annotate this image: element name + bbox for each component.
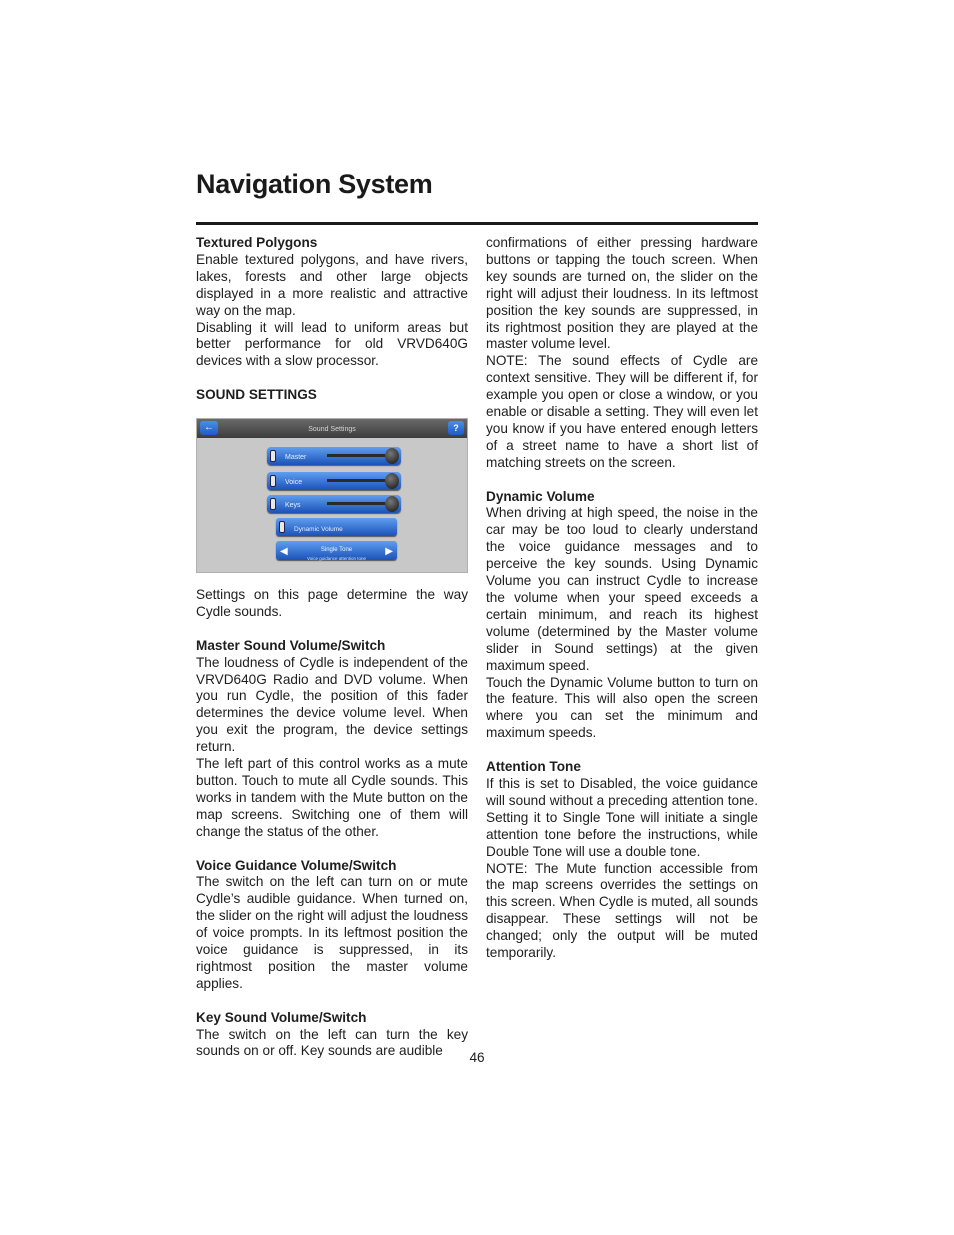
voice-guidance-paragraph: The switch on the left can turn on or mute Cydle’s audible guidance. When turned on, the slider on the right will adjust the loudness of voice prompts. In its leftmost position the voice guidance is suppressed, in its rightmost position the master volume applies. xyxy=(196,874,468,991)
triangle-left-icon: ◀ xyxy=(280,546,288,558)
keys-toggle-icon xyxy=(270,498,276,510)
voice-track xyxy=(327,479,385,482)
master-volume-paragraph-2: The left part of this control works as a mute button. Touch to mute all Cydle sounds. This works in tandem with the Mute button on the map screens. Switching one of them will change the status of the other. xyxy=(196,756,468,839)
key-sound-continued-paragraph: confirmations of either pressing hardware buttons or tapping the touch screen. When key sounds are turned on, the slider on the right will adjust their loudness. In its leftmost position the key sounds are suppressed, in its rightmost position they are played at the master volume level. xyxy=(486,235,758,352)
help-icon: ? xyxy=(448,421,464,435)
keys-slider xyxy=(267,495,401,513)
voice-toggle-icon xyxy=(270,475,276,487)
screenshot-title: Sound Settings xyxy=(308,426,356,434)
sound-settings-screenshot xyxy=(196,418,468,573)
dynamic-volume-paragraph-1: When driving at high speed, the noise in the car may be too loud to clearly understand the voice guidance messages and to perceive the key sounds. Using Dynamic Volume you can instruct Cydle to increase the volume when your speed exceeds a certain minimum, and reach its highest volume (determined by the Master volume slider in Sound settings) at the given maximum speed. xyxy=(486,505,758,673)
sound-effects-note: NOTE: The sound effects of Cydle are context sensitive. They will be different if, for example you open or close a window, or you enable or disable a setting. They will even let you know if you have entered enough letters of a street name to have a short list of matching streets on the screen. xyxy=(486,353,758,470)
dynamic-volume-button xyxy=(276,518,397,536)
textured-polygons-paragraph-1: Enable textured polygons, and have rivers, lakes, forests and other large objects displayed in a more realistic and attractive way on the map. xyxy=(196,251,468,318)
tone-caption: Voice guidance attention tone xyxy=(306,556,367,562)
screenshot-title-bar xyxy=(197,419,467,438)
triangle-right-icon: ▶ xyxy=(385,546,393,558)
key-sound-paragraph: The switch on the left can turn the key sounds on or off. Key sounds are audible xyxy=(196,1026,468,1059)
master-knob-icon xyxy=(385,448,399,464)
dynamic-volume-paragraph-2: Touch the Dynamic Volume button to turn on the feature. This will also open the screen where you can set the minimum and maximum speeds. xyxy=(486,674,758,741)
left-column xyxy=(196,235,468,1060)
master-track xyxy=(327,454,385,457)
settings-paragraph: Settings on this page determine the way Cydle sounds. xyxy=(196,587,468,619)
master-slider xyxy=(267,447,401,465)
voice-label: Voice xyxy=(285,479,303,487)
voice-slider xyxy=(267,472,401,490)
textured-polygons-heading: Textured Polygons xyxy=(196,235,318,250)
page-number: 46 xyxy=(469,1050,485,1065)
master-volume-heading: Master Sound Volume/Switch xyxy=(196,637,386,653)
page-title: Navigation System xyxy=(196,169,433,199)
arrow-left-icon: ← xyxy=(200,421,218,435)
key-sound-heading: Key Sound Volume/Switch xyxy=(196,1009,367,1025)
master-volume-paragraph-1: The loudness of Cydle is independent of the VRVD640G Radio and DVD volume. When you run Cydle, the position of this fader determines the device volume level. When you exit the program, the device settings return. xyxy=(196,654,468,755)
textured-polygons-paragraph-2: Disabling it will lead to uniform areas but better performance for old VRVD640G devices with a slow processor. xyxy=(196,319,468,369)
keys-track xyxy=(327,502,385,505)
attention-tone-heading: Attention Tone xyxy=(486,759,581,775)
dynamic-volume-label: Dynamic Volume xyxy=(294,526,343,534)
keys-knob-icon xyxy=(385,496,399,512)
dynamic-volume-heading: Dynamic Volume xyxy=(486,488,595,504)
tone-value: Single Tone xyxy=(320,547,353,554)
attention-tone-selector xyxy=(276,541,397,560)
master-label: Master xyxy=(285,454,307,462)
keys-label: Keys xyxy=(285,502,301,510)
title-rule xyxy=(196,222,758,225)
master-toggle-icon xyxy=(270,450,276,462)
right-column xyxy=(486,235,758,962)
attention-tone-paragraph: If this is set to Disabled, the voice guidance will sound without a preceding attention tone. Setting it to Single Tone will initiate a single attention tone before the instructions, while Double Tone will use a double tone. xyxy=(486,775,758,859)
sound-settings-heading: SOUND SETTINGS xyxy=(196,387,317,403)
mute-note: NOTE: The Mute function accessible from the map screens overrides the settings on this screen. When Cydle is muted, all sounds disappear. These settings will not be changed; only the output will be muted temporarily. xyxy=(486,860,758,961)
voice-knob-icon xyxy=(385,473,399,489)
dynamic-volume-toggle-icon xyxy=(279,521,285,533)
voice-guidance-heading: Voice Guidance Volume/Switch xyxy=(196,857,397,873)
